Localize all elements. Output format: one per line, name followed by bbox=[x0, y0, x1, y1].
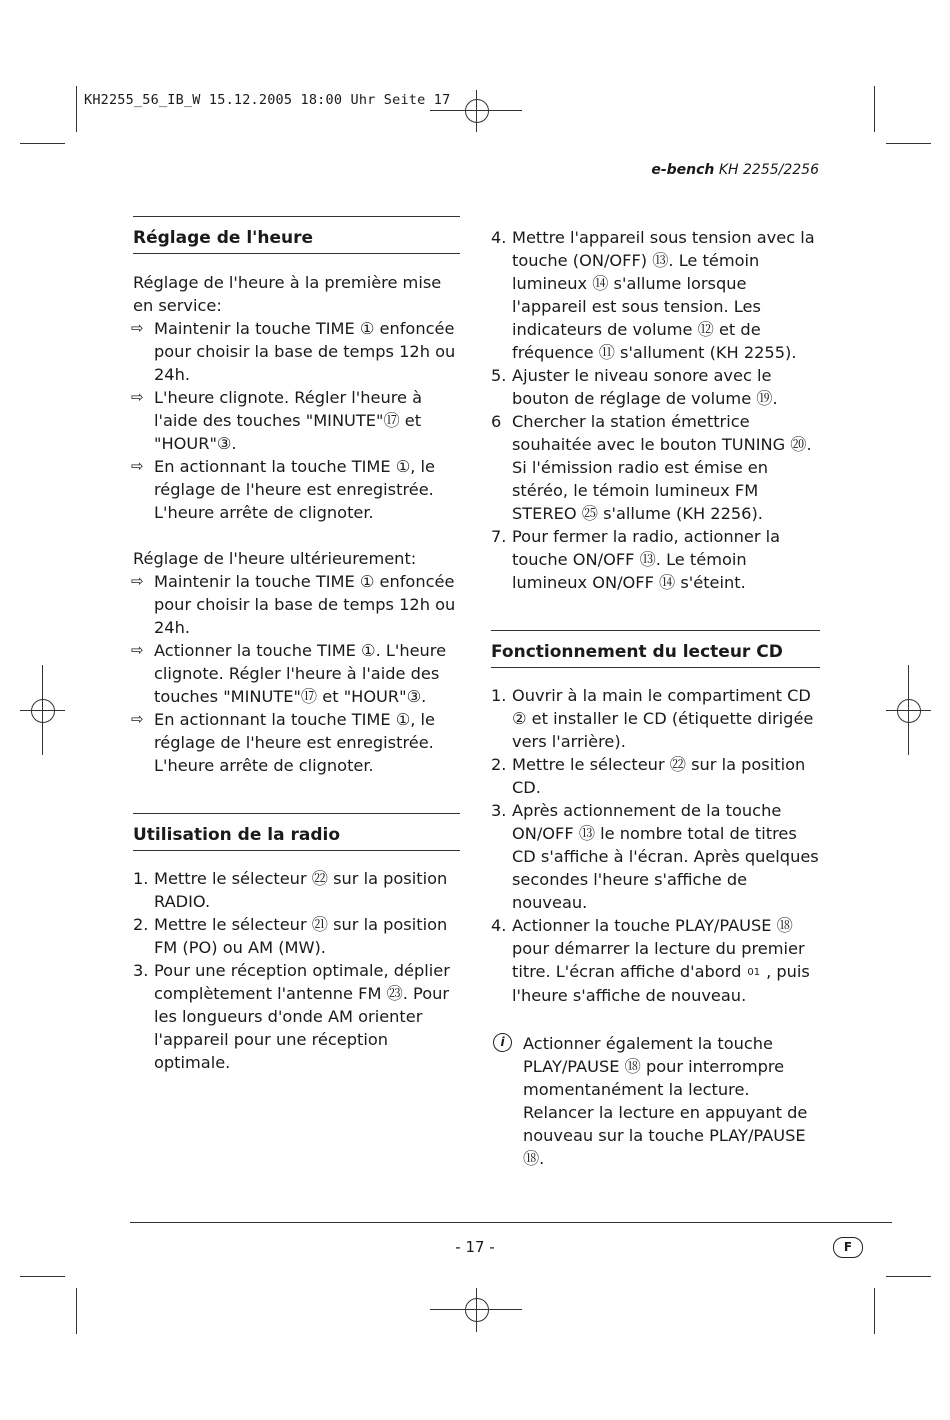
arrow-icon: ⇨ bbox=[131, 388, 144, 406]
left-column bbox=[133, 216, 460, 1074]
crop-mark bbox=[20, 143, 65, 144]
arrow-icon: ⇨ bbox=[131, 710, 144, 728]
list-item: 4. Actionner la touche PLAY/PAUSE ⑱ pour démarrer la lecture du premier titre. L'écran affiche d'abord 01 , puis l'heure s'affiche de nouveau. bbox=[491, 916, 810, 1005]
arrow-icon: ⇨ bbox=[131, 641, 144, 659]
print-info: KH2255_56_IB_W 15.12.2005 18:00 Uhr Seite 17 bbox=[84, 92, 451, 108]
registration-mark bbox=[897, 699, 921, 723]
section-title: Fonctionnement du lecteur CD bbox=[491, 631, 820, 668]
info-icon: i bbox=[493, 1033, 512, 1052]
paragraph: Réglage de l'heure à la première mise en service: bbox=[133, 273, 442, 315]
model: KH 2255/2256 bbox=[718, 162, 819, 178]
list-item: 6 Chercher la station émettrice souhaitée avec le bouton TUNING ⑳. bbox=[491, 412, 812, 454]
list-item: 3. Après actionnement de la touche ON/OFF ⑬ le nombre total de titres CD s'affiche à l'écran. Après quelques secondes l'heure s'affiche de nouveau. bbox=[491, 801, 819, 912]
paragraph: Réglage de l'heure ultérieurement: bbox=[133, 549, 417, 568]
language-badge: F bbox=[833, 1237, 863, 1258]
brand: e-bench bbox=[651, 162, 715, 178]
list-item: 1. Mettre le sélecteur ㉒ sur la position RADIO. bbox=[133, 869, 448, 911]
list-item: ⇨ En actionnant la touche TIME ①, le réglage de l'heure est enregistrée. L'heure arrête de clignoter. bbox=[131, 710, 435, 775]
section-radio bbox=[133, 813, 460, 851]
list-item: 2. Mettre le sélecteur ㉑ sur la position FM (PO) ou AM (MW). bbox=[133, 915, 448, 957]
crop-mark bbox=[76, 86, 77, 132]
section-cd-player bbox=[491, 630, 820, 668]
crop-mark bbox=[76, 1288, 77, 1334]
crop-mark bbox=[20, 1276, 65, 1277]
crop-mark bbox=[886, 143, 931, 144]
crop-mark bbox=[874, 86, 875, 132]
display-readout: 01 bbox=[747, 967, 761, 978]
crop-mark bbox=[886, 1276, 931, 1277]
registration-mark bbox=[465, 99, 489, 123]
list-item: 5. Ajuster le niveau sonore avec le bouton de réglage de volume ⑲. bbox=[491, 366, 778, 408]
list-item: 7. Pour fermer la radio, actionner la touche ON/OFF ⑬. Le témoin lumineux ON/OFF ⑭ s'éteint. bbox=[491, 527, 781, 592]
info-note: i Actionner également la touche PLAY/PAUSE ⑱ pour interrompre momentanément la lecture. Relancer la lecture en appuyant de nouveau sur la touche PLAY/PAUSE ⑱. bbox=[491, 1032, 820, 1170]
list-item: 1. Ouvrir à la main le compartiment CD ② et installer le CD (étiquette dirigée vers l'arrière). bbox=[491, 686, 814, 751]
section-time-setting bbox=[133, 216, 460, 254]
page-number: - 17 - bbox=[455, 1238, 495, 1256]
list-item: 2. Mettre le sélecteur ㉒ sur la position CD. bbox=[491, 755, 806, 797]
arrow-icon: ⇨ bbox=[131, 572, 144, 590]
crop-mark bbox=[874, 1288, 875, 1334]
list-item: ⇨ En actionnant la touche TIME ①, le réglage de l'heure est enregistrée. L'heure arrête de clignoter. bbox=[131, 457, 435, 522]
running-header bbox=[651, 162, 819, 178]
registration-mark bbox=[465, 1298, 489, 1322]
list-item: ⇨ L'heure clignote. Régler l'heure à l'aide des touches "MINUTE"⑰ et "HOUR"③. bbox=[131, 388, 423, 453]
arrow-icon: ⇨ bbox=[131, 319, 144, 337]
list-item: ⇨ Actionner la touche TIME ①. L'heure clignote. Régler l'heure à l'aide des touches "MINUTE"⑰ et "HOUR"③. bbox=[131, 641, 447, 706]
section-title: Réglage de l'heure bbox=[133, 217, 460, 254]
list-item: ⇨ Maintenir la touche TIME ① enfoncée pour choisir la base de temps 12h ou 24h. bbox=[131, 319, 456, 384]
footer-rule bbox=[130, 1222, 892, 1223]
arrow-icon: ⇨ bbox=[131, 457, 144, 475]
registration-mark bbox=[31, 699, 55, 723]
list-item: ⇨ Maintenir la touche TIME ① enfoncée pour choisir la base de temps 12h ou 24h. bbox=[131, 572, 456, 637]
section-title: Utilisation de la radio bbox=[133, 814, 460, 851]
list-item: 3. Pour une réception optimale, déplier complètement l'antenne FM ㉓. Pour les longueurs d'onde AM orienter l'appareil pour une réception optimale. bbox=[133, 961, 450, 1072]
list-item: 4. Mettre l'appareil sous tension avec la touche (ON/OFF) ⑬. Le témoin lumineux ⑭ s'allume lorsque l'appareil est sous tension. Les indicateurs de volume ⑫ et de fréquence ⑪ s'allument (KH 2255). bbox=[491, 228, 815, 362]
list-item: Si l'émission radio est émise en stéréo, le témoin lumineux FM STEREO ㉕ s'allume (KH 2256). bbox=[512, 458, 769, 523]
right-column bbox=[491, 226, 820, 1170]
